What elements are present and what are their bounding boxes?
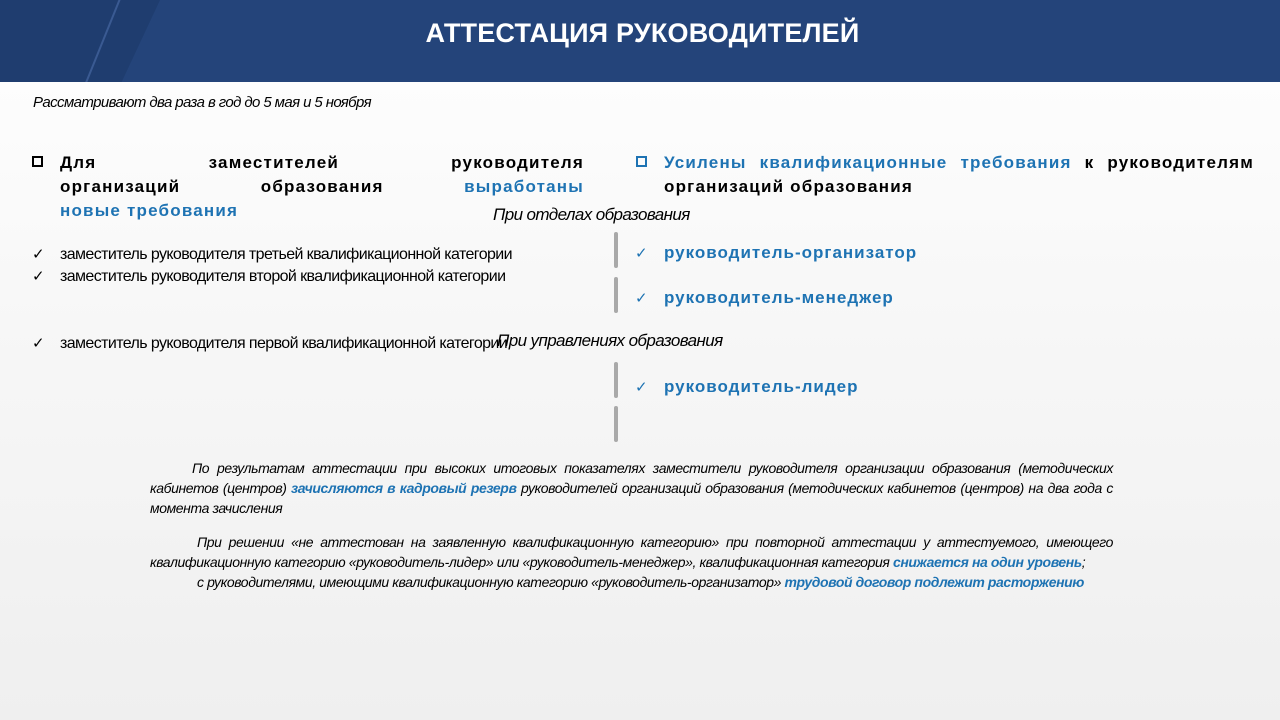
list-item-text: руководитель-организатор xyxy=(664,243,918,262)
paragraph-highlight: снижается на один уровень xyxy=(892,554,1082,570)
divider-bar xyxy=(614,232,618,268)
square-bullet-icon xyxy=(32,156,43,167)
divider-bar xyxy=(614,362,618,398)
paragraph-downgrade xyxy=(150,532,1113,572)
check-icon: ✓ xyxy=(635,379,649,396)
paragraph-text: с руководителями, имеющими квалификационную категорию «руководитель-организатор» xyxy=(197,574,781,590)
check-icon: ✓ xyxy=(32,335,44,352)
divider-bar xyxy=(614,277,618,313)
check-icon: ✓ xyxy=(32,246,44,263)
right-heading-highlight: Усилены квалификационные требования xyxy=(664,153,1072,172)
paragraph-text: ; xyxy=(1081,554,1086,570)
header-bar xyxy=(0,0,1280,82)
check-icon: ✓ xyxy=(635,245,649,262)
list-item xyxy=(32,267,505,286)
paragraph-reserve xyxy=(150,458,1113,518)
list-item-text: заместитель руководителя второй квалификационной категории xyxy=(60,268,506,285)
check-icon: ✓ xyxy=(32,268,44,285)
list-item-text: заместитель руководителя третьей квалификационной категории xyxy=(60,246,512,263)
list-item-text: руководитель-лидер xyxy=(664,377,859,396)
list-item xyxy=(32,245,512,264)
list-item xyxy=(32,334,507,353)
label-administrations: При управлениях образования xyxy=(497,331,723,350)
square-bullet-icon xyxy=(636,156,647,167)
paragraph-text: По результатам аттестации при высоких итоговых показателях заместители руководителя организации образования (методических кабинетов (центров) xyxy=(150,460,1113,496)
left-heading-highlight: выработаны новые требования xyxy=(60,177,584,220)
page-title: АТТЕСТАЦИЯ РУКОВОДИТЕЛЕЙ xyxy=(425,18,860,48)
left-heading-text: Для заместителей руководителя организаций образования xyxy=(60,153,584,196)
subtitle: Рассматривают два раза в год до 5 мая и 5 ноября xyxy=(33,94,372,111)
paragraph-text: При решении «не аттестован на заявленную квалификационную категорию» при повторной аттестации у аттестуемого, имеющего квалификационную категорию «руководитель-лидер» или «руководитель-менеджер», квалификационная категория xyxy=(150,534,1113,570)
right-heading-text: к руководителям организаций образования xyxy=(664,153,1254,196)
label-departments: При отделах образования xyxy=(493,205,690,224)
list-item-text: заместитель руководителя первой квалификационной категории xyxy=(60,335,508,352)
list-item-text: руководитель-менеджер xyxy=(664,288,894,307)
right-heading xyxy=(664,151,1254,199)
paragraph-text: руководителей организаций образования (методических кабинетов (центров) на два года с момента зачисления xyxy=(150,480,1113,516)
paragraph-highlight: зачисляются в кадровый резерв xyxy=(291,480,517,496)
list-item xyxy=(635,377,858,397)
paragraph-termination xyxy=(197,572,1097,592)
list-item xyxy=(635,243,917,263)
paragraph-highlight: трудовой договор подлежит расторжению xyxy=(784,574,1085,590)
list-item xyxy=(635,288,894,308)
divider-bar xyxy=(614,406,618,442)
check-icon: ✓ xyxy=(635,290,649,307)
